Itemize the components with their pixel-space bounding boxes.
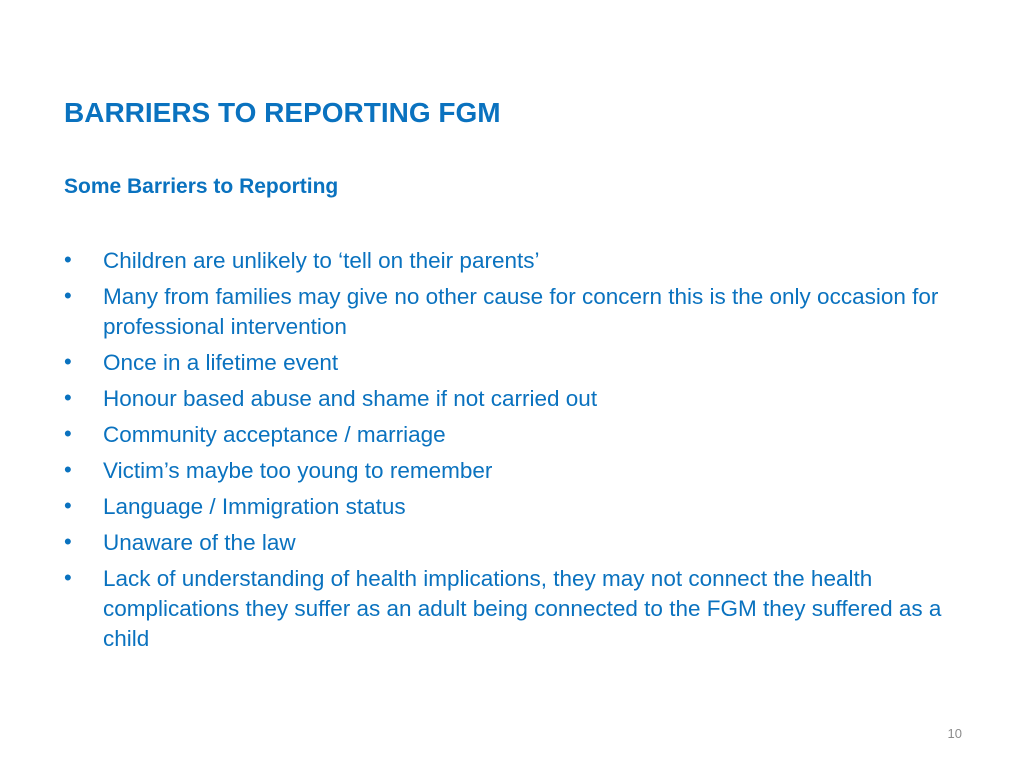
bullet-text: Language / Immigration status bbox=[103, 494, 406, 519]
bullet-text: Lack of understanding of health implications, they may not connect the health complications they suffer as an adult being connected to the FGM they suffered as a child bbox=[103, 566, 942, 651]
bullet-text: Unaware of the law bbox=[103, 530, 296, 555]
bullet-item bbox=[64, 246, 944, 276]
bullet-item bbox=[64, 492, 944, 522]
bullet-item bbox=[64, 282, 944, 342]
bullet-marker: • bbox=[64, 349, 72, 374]
bullet-marker: • bbox=[64, 529, 72, 554]
bullet-marker: • bbox=[64, 457, 72, 482]
bullet-marker: • bbox=[64, 385, 72, 410]
slide-title: BARRIERS TO REPORTING FGM bbox=[64, 97, 501, 128]
bullet-marker: • bbox=[64, 247, 72, 272]
bullet-marker: • bbox=[64, 283, 72, 308]
bullet-marker: • bbox=[64, 565, 72, 590]
bullet-marker: • bbox=[64, 493, 72, 518]
bullet-item bbox=[64, 420, 944, 450]
bullet-item bbox=[64, 456, 944, 486]
slide-subtitle: Some Barriers to Reporting bbox=[64, 175, 339, 198]
bullet-item bbox=[64, 348, 944, 378]
bullet-text: Children are unlikely to ‘tell on their parents’ bbox=[103, 248, 540, 273]
bullet-text: Many from families may give no other cause for concern this is the only occasion for professional intervention bbox=[103, 284, 939, 339]
bullet-list bbox=[64, 246, 944, 660]
bullet-text: Victim’s maybe too young to remember bbox=[103, 458, 493, 483]
bullet-text: Honour based abuse and shame if not carried out bbox=[103, 386, 598, 411]
bullet-text: Community acceptance / marriage bbox=[103, 422, 446, 447]
bullet-text: Once in a lifetime event bbox=[103, 350, 339, 375]
bullet-item bbox=[64, 564, 944, 654]
bullet-item bbox=[64, 528, 944, 558]
bullet-item bbox=[64, 384, 944, 414]
page-number: 10 bbox=[947, 726, 962, 741]
bullet-marker: • bbox=[64, 421, 72, 446]
